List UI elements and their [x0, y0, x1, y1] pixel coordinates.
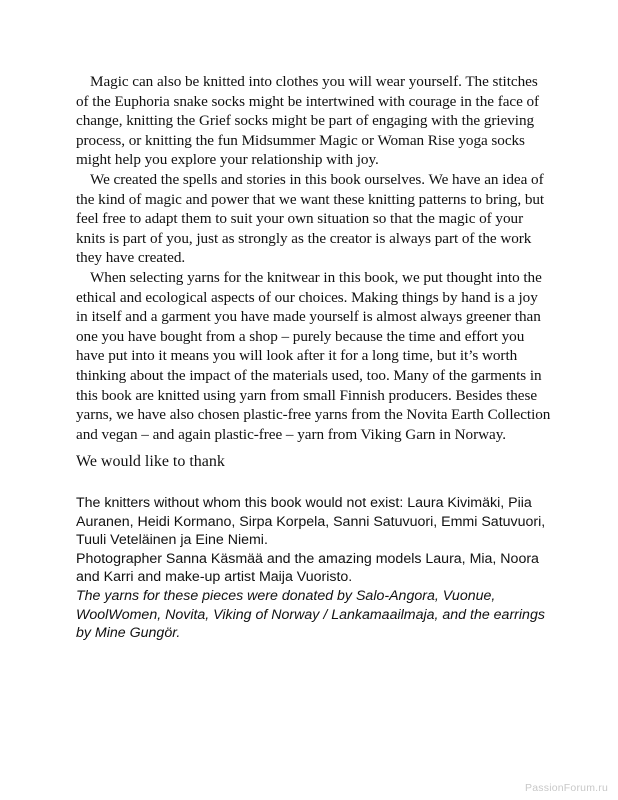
paragraph-yarn-selection: When selecting yarns for the knitwear in this book, we put thought into the ethical and ecological aspects of our choices. Making things by hand is a joy in itself and a garment you have made yourself is almost always greener than one you have bought from a shop – purely because the time and effort you have put into it means you will look after it for a long time, but it’s worth thinking about the impact of the materials used, too. Many of the garments in this book are knitted using yarn from small Finnish producers. Besides these yarns, we have also chosen plastic-free yarns from the Novita Earth Collection and vegan – and again plastic-free – yarn from Viking Garn in Norway. — [76, 268, 551, 443]
body-text — [76, 72, 551, 444]
thanks-yarn-donors: The yarns for these pieces were donated by Salo-Angora, Vuonue, WoolWomen, Novita, Viking of Norway / Lankamaailmaja, and the earrings by Mine Gungör. — [76, 587, 545, 642]
paragraph-spells-stories: We created the spells and stories in this book ourselves. We have an idea of the kind of magic and power that we want these knitting patterns to bring, but feel free to adapt them to suit your own situation so that the magic of your knits is part of you, just as strongly as the creator is always part of the work they have created. — [76, 170, 545, 267]
thanks-heading: We would like to thank — [76, 453, 225, 470]
paragraph-magic-clothes: Magic can also be knitted into clothes you will wear yourself. The stitches of the Euphoria snake socks might be intertwined with courage in the face of change, knitting the Grief socks might be part of engaging with the grieving process, or knitting the fun Midsummer Magic or Woman Rise yoga socks might help you explore your relationship with joy. — [76, 73, 540, 169]
thanks-knitters: The knitters without whom this book would not exist: Laura Kivimäki, Piia Auranen, Heidi Kormano, Sirpa Korpela, Sanni Satuvuori, Emmi Satuvuori, Tuuli Veteläinen ja Eine Niemi. — [76, 495, 546, 549]
thanks-photographer: Photographer Sanna Käsmää and the amazing models Laura, Mia, Noora and Karri and make-up artist Maija Vuoristo. — [76, 550, 539, 586]
watermark: PassionForum.ru — [525, 782, 608, 794]
thanks-section — [76, 494, 546, 643]
